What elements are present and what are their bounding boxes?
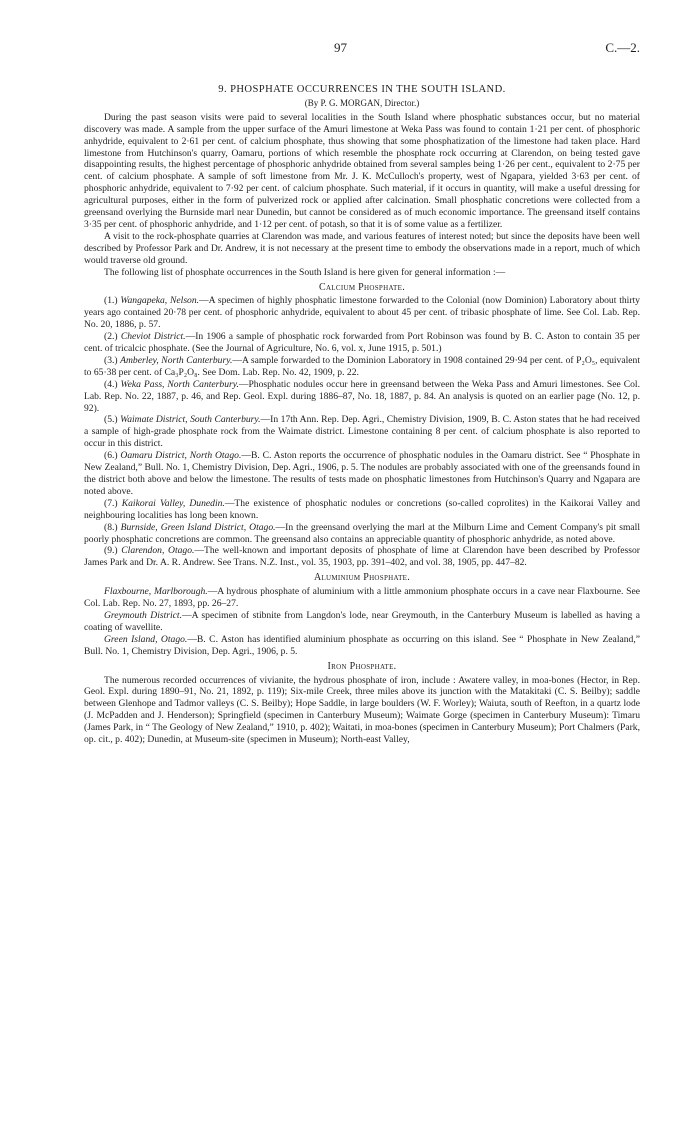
- entry-place: Clarendon, Otago.: [121, 545, 195, 557]
- entry-item: [84, 295, 640, 331]
- entry-text: —B. C. Aston has identified aluminium phosphate as occurring on this island. See “ Phosphate in New Zealand,” Bull. No. 1, Chemistry Division, Dep. Agri., 1906, p. 5.: [84, 633, 640, 657]
- entry-text: —In 1906 a sample of phosphatic rock forwarded from Port Robinson was found by B. C. Aston to contain 35 per cent. of tricalcic phosphate. (See the Journal of Agriculture, No. 6, vol. x, June 1915, p. 501.): [84, 331, 640, 355]
- entry-number: (1.): [104, 295, 118, 307]
- entry-place: Burnside, Green Island District, Otago.: [120, 521, 276, 533]
- intro-paragraph-2: A visit to the rock-phosphate quarries at Clarendon was made, and various features of interest noted; but since the deposits have been well described by Professor Park and Dr. Andrew, it is not necessary at the present time to embody the observations made in a report, much of which would traverse old ground.: [84, 230, 640, 266]
- entry-item: [84, 450, 640, 498]
- calcium-entries: [84, 295, 640, 569]
- entry-item: [84, 610, 640, 634]
- entry-item: [84, 331, 640, 355]
- section-heading-iron: Iron Phosphate.: [327, 660, 397, 672]
- entry-item: [84, 498, 640, 522]
- entry-number: (4.): [104, 378, 118, 390]
- entry-text: —A sample forwarded to the Dominion Laboratory in 1908 contained 29·94 per cent. of P₂O₅, equivalent to 65·38 per cent. of Ca₃P₂O₈. See Dom. Lab. Rep. No. 42, 1909, p. 22.: [84, 354, 640, 378]
- section-heading-calcium: Calcium Phosphate.: [318, 281, 406, 293]
- entry-place: Green Island, Otago.: [104, 633, 188, 645]
- entry-item: [84, 379, 640, 415]
- article-title: 9. PHOSPHATE OCCURRENCES IN THE SOUTH ISLAND.: [218, 84, 506, 95]
- entry-text: —A specimen of highly phosphatic limestone forwarded to the Colonial (now Dominion) Laboratory about thirty years ago contained 20·78 per cent. of phosphoric anhydride, equivalent to about 45 per cent. of tribasic phosphate of lime. See Col. Lab. Rep. No. 20, 1886, p. 57.: [84, 295, 640, 331]
- article-byline: (By P. G. MORGAN, Director.): [304, 97, 420, 108]
- entry-text: —In the greensand overlying the marl at the Milburn Lime and Cement Company's pit small poorly phosphatic concretions are common. The greensand also contains an appreciable quantity of phosphoric anhydride, as noted above.: [84, 521, 640, 545]
- iron-paragraph: The numerous recorded occurrences of vivianite, the hydrous phosphate of iron, include : Awatere valley, in moa-bones (Hector, in Rep. Geol. Expl. during 1890–91, No. 21, 1892, p. 119); Six-mile Creek, three miles above its junction with the Matakitaki (C. S. Beilby); saddle between Glenhope and Tadmor valleys (C. S. Beilby); Hope Saddle, in large boulders (W. F. Worley); Waiuta, south of Reefton, in a quartz lode (J. McPadden and J. Henderson); Springfield (specimen in Canterbury Museum); Waimate Gorge (specimen in Canterbury Museum): Timaru (James Park, in “ The Geology of New Zealand,” 1910, p. 402); Waitati, in moa-bones (specimen in Canterbury Museum); Port Chalmers (Park, op. cit., p. 402); Dunedin, at Museum-site (specimen in Museum); North-east Valley,: [84, 674, 640, 746]
- entry-item: [84, 522, 640, 546]
- document-reference: C.—2.: [605, 40, 640, 55]
- section-heading-aluminium: Aluminium Phosphate.: [313, 572, 411, 584]
- entry-item: [84, 545, 640, 569]
- entry-place: Oamaru District, North Otago.: [120, 450, 242, 462]
- entry-place: Kaikorai Valley, Dunedin.: [121, 497, 225, 509]
- entry-text: —B. C. Aston reports the occurrence of phosphatic nodules in the Oamaru district. See “ Phosphate in New Zealand,” Bull. No. 1, Chemistry Division, Dep. Agri., 1906, p. 5. The nodules are probably associated with one of the greensands found in the district both above and below the limestone. The results of tests made on phosphatic limestones from Hutchinson's Quarry and Ngapara are noted above.: [84, 450, 640, 497]
- page-number: 97: [334, 40, 347, 55]
- entry-text: —A specimen of stibnite from Langdon's lode, near Greymouth, in the Canterbury Museum is labelled as having a coating of wavellite.: [84, 609, 640, 633]
- entry-item: [84, 586, 640, 610]
- entry-item: [84, 634, 640, 658]
- intro-paragraph-3: The following list of phosphate occurrences in the South Island is here given for general information :—: [104, 266, 506, 278]
- intro-paragraph-1: During the past season visits were paid to several localities in the South Island where phosphatic substances occur, but no material discovery was made. A sample from the upper surface of the Amuri limestone at Weka Pass was found to contain 1·21 per cent. of phosphoric anhydride, equivalent to 2·61 per cent. of calcium phosphate, thus showing that some phosphatization of the limestone had taken place. Hard limestone from Hutchinson's quarry, Oamaru, portions of which resemble the phosphate rock occurring at Clarendon, on being tested gave disappointing results, the highest percentage of phosphoric anhydride obtained from several samples being 1·26 per cent., equivalent to 2·75 per cent. of calcium phosphate. A sample of soft limestone from Mr. J. K. McCulloch's property, west of Ngapara, yielded 3·63 per cent. of phosphoric anhydride, equivalent to 7·92 per cent. of calcium phosphate. Such material, if it occurs in quantity, will make a useful dressing for agricultural purposes, either in the form of pulverized rock or applied after calcination. Small phosphatic concretions were collected from a greensand overlying the Burnside marl near Dunedin, but cannot be considered as of much economic importance. The greensand itself contains 3·35 per cent. of phosphoric anhydride, and 1·12 per cent. of potash, so that it is of some value as a fertilizer.: [84, 111, 640, 230]
- entry-text: —In 17th Ann. Rep. Dep. Agri., Chemistry Division, 1909, B. C. Aston states that he had received a sample of high-grade phosphate rock from the Waimate district. Limestone containing 8 per cent. of calcium phosphate is also reported to occur in this district.: [84, 414, 640, 450]
- entry-text: —The well-known and important deposits of phosphate of lime at Clarendon have been described by Professor James Park and Dr. A. R. Andrew. See Trans. N.Z. Inst., vol. 35, 1903, pp. 391–402, and vol. 38, 1905, pp. 447–82.: [84, 545, 640, 569]
- entry-item: [84, 355, 640, 379]
- aluminium-entries: [84, 586, 640, 657]
- entry-number: (5.): [104, 414, 118, 426]
- entry-text: —The existence of phosphatic nodules or concretions (so-called coprolites) in the Kaikorai Valley and neighbouring localities has long been known.: [84, 497, 640, 521]
- entry-place: Flaxbourne, Marlborough.: [104, 586, 208, 598]
- entry-number: (9.): [104, 545, 118, 557]
- entry-text: —A hydrous phosphate of aluminium with a little ammonium phosphate occurs in a cave near Flaxbourne. See Col. Lab. Rep. No. 27, 1893, pp. 26–27.: [84, 586, 640, 610]
- entry-item: [84, 414, 640, 450]
- entry-number: (8.): [104, 521, 118, 533]
- entry-place: Weka Pass, North Canterbury.: [120, 378, 239, 390]
- entry-place: Amberley, North Canterbury.: [120, 354, 233, 366]
- entry-place: Cheviot District.: [120, 331, 186, 343]
- entry-number: (6.): [104, 450, 118, 462]
- entry-place: Wangapeka, Nelson.: [120, 295, 200, 307]
- entry-number: (3.): [104, 354, 118, 366]
- entry-place: Greymouth District.: [104, 609, 182, 621]
- entry-number: (2.): [104, 331, 118, 343]
- entry-number: (7.): [104, 497, 118, 509]
- entry-text: —Phosphatic nodules occur here in greensand between the Weka Pass and Amuri limestones. See Col. Lab. Rep. No. 22, 1887, p. 46, and Rep. Geol. Expl. during 1886–87, No. 18, 1887, p. 84. An analysis is quoted on an earlier page (No. 12, p. 92).: [84, 378, 640, 414]
- entry-place: Waimate District, South Canterbury.: [120, 414, 261, 426]
